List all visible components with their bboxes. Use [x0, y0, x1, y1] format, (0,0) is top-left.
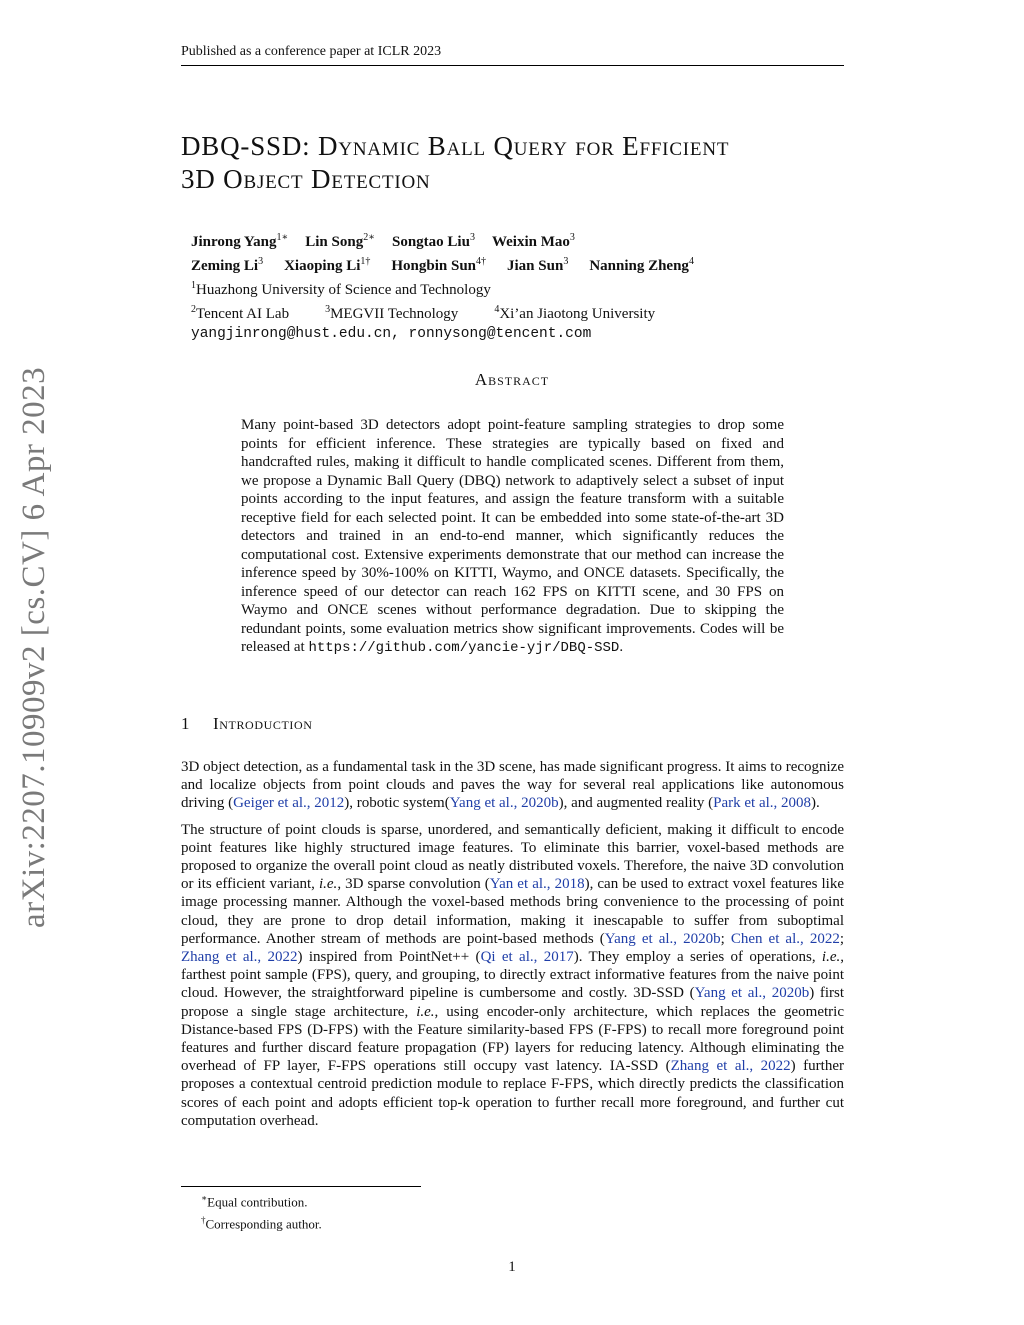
citation-link[interactable]: Qi et al., 2017	[480, 949, 574, 966]
affiliation-number: 1	[191, 280, 196, 291]
citation-link[interactable]: Geiger et al., 2012	[233, 795, 345, 812]
footnote: †Corresponding author.	[201, 1215, 322, 1232]
author-name: Weixin Mao$^3$	[491, 232, 575, 250]
title-word-rest: all	[446, 131, 486, 161]
title-word-rest: uery	[513, 131, 568, 161]
affiliation: $^3$MEGVII Technology	[325, 304, 459, 322]
italic-text: i.e.	[416, 1003, 435, 1020]
title-word: DBQ-SSD:	[181, 131, 311, 161]
title-word-rest: :	[302, 131, 311, 161]
affiliation: $^4$Xi’an Jiaotong University	[494, 304, 656, 322]
running-header: Published as a conference paper at ICLR 2023	[181, 44, 442, 59]
citation-link[interactable]: Yang et al., 2020b	[449, 795, 559, 812]
author-mark: 2∗	[363, 232, 375, 243]
author-name: Jinrong Yang$^{1∗}$	[191, 232, 289, 250]
footnote-mark: ∗	[201, 1193, 208, 1203]
italic-text: i.e.	[821, 949, 841, 966]
citation-link[interactable]: Zhang et al., 2022	[670, 1058, 791, 1075]
title-word: 3D	[181, 164, 216, 194]
author-name: Hongbin Sun$^{4\dagger}$	[391, 256, 487, 274]
paper-title	[181, 130, 844, 196]
author-mark: 3	[469, 232, 475, 243]
citation-link[interactable]: Zhang et al., 2022	[181, 949, 298, 966]
title-word-rest: bject	[243, 164, 304, 194]
author-row-2	[191, 252, 831, 276]
author-mark: 3	[563, 256, 569, 267]
affiliation: $^2$Tencent AI Lab	[191, 304, 290, 322]
citation-link[interactable]: Chen et al., 2022	[730, 930, 840, 947]
title-word: Dynamic	[318, 131, 421, 161]
author-name: Zeming Li$^3$	[191, 256, 264, 274]
header-rule	[181, 65, 844, 66]
title-word: Query	[493, 131, 568, 161]
title-word: Object	[223, 164, 304, 194]
author-name: Xiaoping $Li^{1\dagger}$	[284, 256, 371, 274]
author-name: Lin Song$^{2∗}$	[305, 232, 375, 250]
footnote-rule	[181, 1186, 421, 1187]
citation-link[interactable]: Park et al., 2008	[713, 795, 812, 812]
title-word-rest: for	[575, 131, 615, 161]
code-link[interactable]: https://github.com/yancie-yjr/DBQ-SSD	[308, 640, 620, 656]
section-title: Introduction	[213, 714, 313, 733]
affiliation-row-2	[191, 300, 831, 324]
affiliation-number: 2	[191, 304, 196, 315]
author-block	[191, 228, 831, 344]
abstract-body	[241, 416, 784, 658]
author-mark: 3	[569, 232, 575, 243]
paragraph: 3D object detection, as a fundamental task in the 3D scene, has made significant progress. It aims to recognize and localize objects from point clouds and paves the way for several real applications like autonomous driving (Geiger et al., 2012), robotic system(Yang et al., 2020b), and augmented reality (Park et al., 2008).	[181, 759, 844, 812]
affiliation-number: 4	[494, 304, 500, 315]
abstract-end: .	[619, 639, 624, 655]
author-row-1	[191, 228, 831, 252]
author-name: Nanning Zheng$^4$	[589, 256, 694, 274]
affiliation: $^1$Huazhong University of Science and Technology	[191, 280, 491, 298]
footnote-mark: †	[201, 1215, 206, 1226]
arxiv-stamp: arXiv:2207.10909v2 [cs.CV] 6 Apr 2023	[16, 366, 52, 928]
title-word-rest: fficient	[639, 131, 730, 161]
abstract-text: Many point-based 3D detectors adopt point-feature sampling strategies to drop some points for efficient inference. These strategies are typically based on fixed and handcrafted rules, making it difficult to handle complicated scenes. Different from them, we propose a Dynamic Ball Query (DBQ) network to adaptively select a subset of input points according to the input features, and assign the feature transform with a suitable receptive field for each selected point. It can be embedded into some state-of-the-art 3D detectors and trained in an end-to-end manner, which significantly reduces the computational cost. Extensive experiments demonstrate that our method can increase the inference speed by 30%-100% on KITTI, Waymo, and ONCE datasets. Specifically, the inference speed of our detector can reach 162 FPS on KITTI scene, and 30 FPS on Waymo and ONCE scenes without performance degradation. Due to skipping the redundant points, some evaluation metrics show significant improvements. Codes will be released at	[241, 417, 784, 655]
paragraph: The structure of point clouds is sparse, unordered, and semantically deficient, making it difficult to encode point features like highly structured image features. To eliminate this barrier, voxel-based methods are proposed to organize the overall point cloud as neatly distributed voxels. Therefore, the naive 3D convolution or its efficient variant, i.e., 3D sparse convolution (Yan et al., 2018), can be used to extract voxel features like image processing manner. Although the voxel-based methods bring convenience to the processing of point cloud, they are prone to drop detail information, making it inescapable to suffer from suboptimal performance. Another stream of methods are point-based methods (Yang et al., 2020b; Chen et al., 2022; Zhang et al., 2022) inspired from PointNet++ (Qi et al., 2017). They employ a series of operations, i.e., farthest point sample (FPS), query, and grouping, to directly extract informative features from the naive point cloud. However, the straightforward pipeline is cumbersome and costly. 3D-SSD (Yang et al., 2020b) first propose a single stage architecture, i.e., using encoder-only architecture, which replaces the geometric Distance-based FPS (D-FPS) with the Feature similarity-based FPS (F-FPS) to recall more foreground point features and further discard feature propagation (FP) layers for reducing latency. Although eliminating the overhead of FP layer, F-FPS operations still occupy vast latency. IA-SSD (Zhang et al., 2022) further proposes a contextual centroid prediction module to replace F-FPS, which directly predicts the classification scores of each point and adopts efficient top-k operation to further recall more foreground, and further cut computation overhead.	[181, 821, 845, 1129]
title-word-rest: ynamic	[338, 131, 421, 161]
title-line-2	[181, 163, 844, 196]
section-heading	[181, 714, 313, 734]
author-mark: 4	[688, 256, 694, 267]
author-mark: 1†	[360, 256, 371, 267]
citation-link[interactable]: Yan et al., 2018	[489, 876, 585, 893]
title-word-rest: etection	[331, 164, 431, 194]
abstract-heading: Abstract	[474, 370, 550, 389]
author-emails: yangjinrong@hust.edu.cn, ronnysong@tencent.com	[191, 326, 592, 342]
author-mark: 1∗	[276, 232, 289, 243]
title-word: Efficient	[622, 131, 730, 161]
footnotes	[201, 1189, 322, 1234]
title-word	[575, 131, 614, 161]
italic-text: i.e.	[318, 876, 338, 893]
footnote: ∗Equal contribution.	[201, 1193, 308, 1210]
author-mark: 4†	[476, 256, 487, 267]
citation-link[interactable]: Yang et al., 2020b	[604, 930, 721, 947]
title-line-1	[181, 130, 844, 163]
author-mark: 3	[258, 256, 264, 267]
affiliation-row-1	[191, 276, 831, 300]
author-name: Songtao Liu$^3$	[392, 232, 475, 250]
section-number: 1	[181, 714, 191, 733]
author-name: Jian Sun$^3$	[507, 256, 569, 274]
affiliation-number: 3	[325, 304, 331, 315]
page-number: 1	[508, 1259, 516, 1275]
introduction-body	[181, 758, 844, 1138]
title-word: Ball	[427, 131, 486, 161]
title-word: Detection	[311, 164, 431, 194]
citation-link[interactable]: Yang et al., 2020b	[694, 985, 810, 1002]
